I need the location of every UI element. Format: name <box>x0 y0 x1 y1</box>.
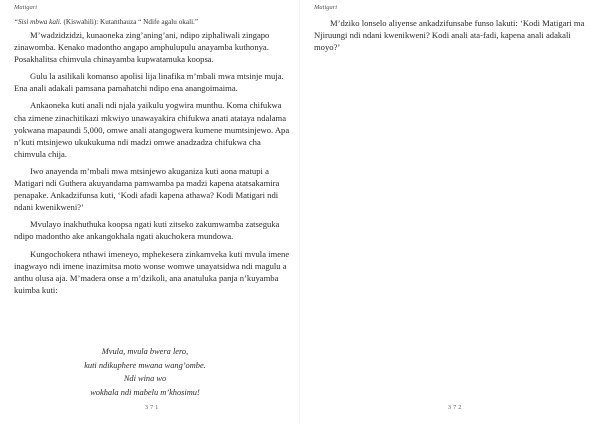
paragraph: Ankaoneka kuti anali ndi njala yaikulu yogwira munthu. Koma chifukwa cha zimene zinachitikazi mkwiyo unawayakira chifukwa anati atataya ndalama yokwana mapaundi 5,000, omwe anali atangogwera kumene mumtsinjewo. Apa n’kuti mtsinjewo ukukukuma ndi madzi omwe anadzadza chifukwa cha chimvula chija. <box>14 100 290 159</box>
epigraph <box>14 17 294 27</box>
paragraph: M’wadzidzidzi, kunaoneka zing’aning’ani, ndipo ziphaliwali zingapo zinawomba. Kenako madontho angapo amphulupulu anayamba kuthonya. Posakhalitsa chimvula chinayamba kupwatamuka koopsa. <box>14 30 270 65</box>
running-head: Matigari <box>14 4 38 11</box>
verse-line: wokhala ndi mabelu m’khosimu! <box>90 387 200 397</box>
paragraph: Gulu la asilikali komanso apolisi lija linafika m’mbali mwa mtsinje muja. Ena anali adakali pamsana pamahatchi ndipo ena anangoimaima. <box>14 71 284 94</box>
right-body-text <box>314 17 588 58</box>
paragraph: Kungochokera nthawi imeneyo, mphekesera zinkamveka kuti mvula imene inagwayo ndi imene inazimitsa moto wonse womwe unayatsidwa ndi magulu a anthu olusa aja. M’madera onse a m’dzikoli, ana anatuluka panja n’kuyamba kuimba kuti: <box>14 248 290 295</box>
paragraph: Mvulayo inakhuthuka koopsa ngati kuti zitseko zakumwamba zatseguka ndipo madontho ake ankangokhala ngati akuchokera mundowa. <box>14 219 280 242</box>
epigraph-note: (Kiswahili): Kutanthauza “ Ndife agalu okali.” <box>63 18 199 26</box>
running-head: Matigari <box>314 4 338 11</box>
left-body-text <box>14 29 294 301</box>
right-page <box>300 0 600 424</box>
page-number: 3 7 1 <box>145 405 159 411</box>
verse-line: kuti ndikuphere mwana wang’ombe. <box>84 360 206 370</box>
page-number: 3 7 2 <box>448 405 462 411</box>
verse-line: Mvula, mvula bwera lero, <box>101 347 189 356</box>
song-verse <box>40 345 250 399</box>
verse-line: Ndi wina wo <box>123 374 167 383</box>
paragraph: M’dziko lonselo aliyense ankadzifunsabe funso lakuti: ‘Kodi Matigari ma Njiruungi ndi ndani kwenikweni? Kodi anali ata-fadi, kapena anali adakali moyo?’ <box>314 18 585 53</box>
epigraph-quote: “Sisi mbwa kali. <box>14 18 62 26</box>
paragraph: Iwo anayenda m’mbali mwa mtsinjewo akuganiza kuti aona matupi a Matigari ndi Guthera akuyandama pamwamba pa madzi kapena atatsakamira penapake. Ankadzifunsa kuti, ‘Kodi afadi kapena athawa? Kodi Matigari ndi ndani kwenikweni?’ <box>14 165 280 213</box>
